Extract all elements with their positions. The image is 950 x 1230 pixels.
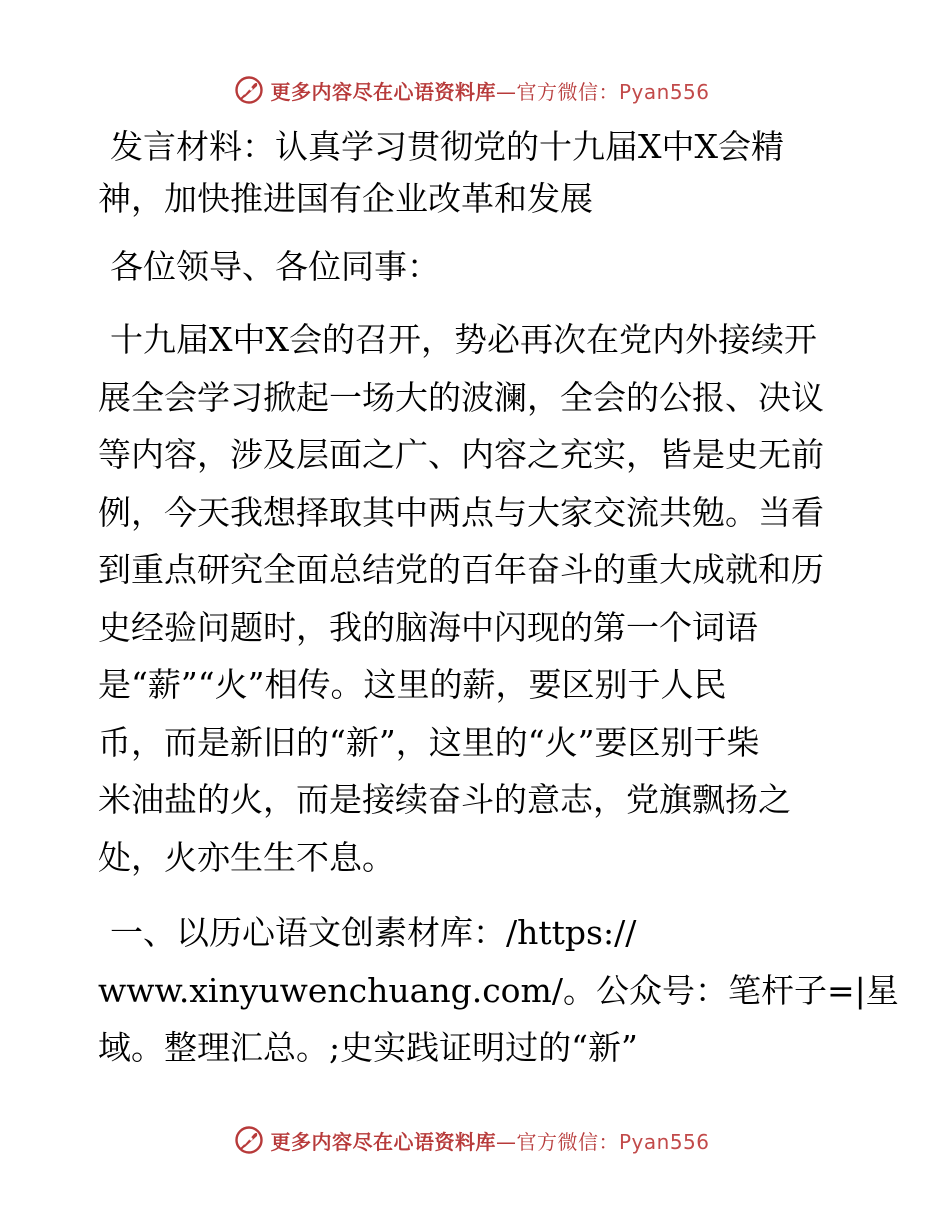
paragraph-line: 米油盐的火，而是接续奋斗的意志，党旗飘扬之 (98, 780, 791, 819)
paragraph-line: 史经验问题时，我的脑海中闪现的第一个词语 (98, 607, 758, 647)
watermark-wechat-id: Pyan556 (618, 79, 710, 104)
header-watermark (0, 68, 950, 112)
paragraph-line: 十九届X中X会的召开，势必再次在党内外接续开 (110, 320, 817, 359)
paragraph-line: 一、以历心语文创素材库：/https:// (110, 913, 637, 952)
watermark-wechat-id: Pyan556 (618, 1129, 710, 1154)
title-line: 发言材料：认真学习贯彻党的十九届X中X会精 (110, 127, 784, 166)
watermark-wechat-label: 官方微信： (516, 79, 619, 104)
watermark-group (234, 1125, 709, 1155)
paragraph-line: www.xinyuwenchuang.com/。公众号：笔杆子=|星 (98, 970, 899, 1010)
watermark-separator: — (495, 1129, 517, 1154)
greeting: 各位领导、各位同事： (110, 247, 440, 286)
paragraph-line: 等内容，涉及层面之广、内容之充实，皆是史无前 (98, 435, 824, 474)
feather-pen-circle-icon (234, 1125, 264, 1155)
watermark-separator: — (495, 79, 517, 104)
document-body (98, 121, 899, 1077)
watermark-brand: 更多内容尽在心语资料库 (270, 79, 496, 104)
document-title (98, 121, 868, 225)
paragraph-line: 例，今天我想择取其中两点与大家交流共勉。当看 (98, 492, 824, 532)
title-line: 神，加快推进国有企业改革和发展 (98, 179, 593, 218)
watermark-group (234, 75, 709, 105)
watermark-wechat-label: 官方微信： (516, 1129, 619, 1154)
paragraph-section-one (98, 904, 899, 1077)
paragraph-line: 处，火亦生生不息。 (98, 837, 395, 877)
watermark-text (270, 76, 709, 105)
feather-pen-circle-icon (234, 75, 264, 105)
footer-watermark (0, 1118, 950, 1162)
paragraph-line: 展全会学习掀起一场大的波澜，全会的公报、决议 (98, 377, 824, 417)
paragraph-line: 域。整理汇总。;史实践证明过的“新” (98, 1028, 638, 1067)
paragraph-intro (98, 311, 868, 886)
paragraph-line: 是“薪”“火”相传。这里的薪，要区别于人民 (98, 665, 727, 704)
watermark-text (270, 1126, 709, 1155)
paragraph-line: 到重点研究全面总结党的百年奋斗的重大成就和历 (98, 550, 824, 589)
paragraph-line: 币，而是新旧的“新”，这里的“火”要区别于柴 (98, 722, 760, 762)
watermark-brand: 更多内容尽在心语资料库 (270, 1129, 496, 1154)
